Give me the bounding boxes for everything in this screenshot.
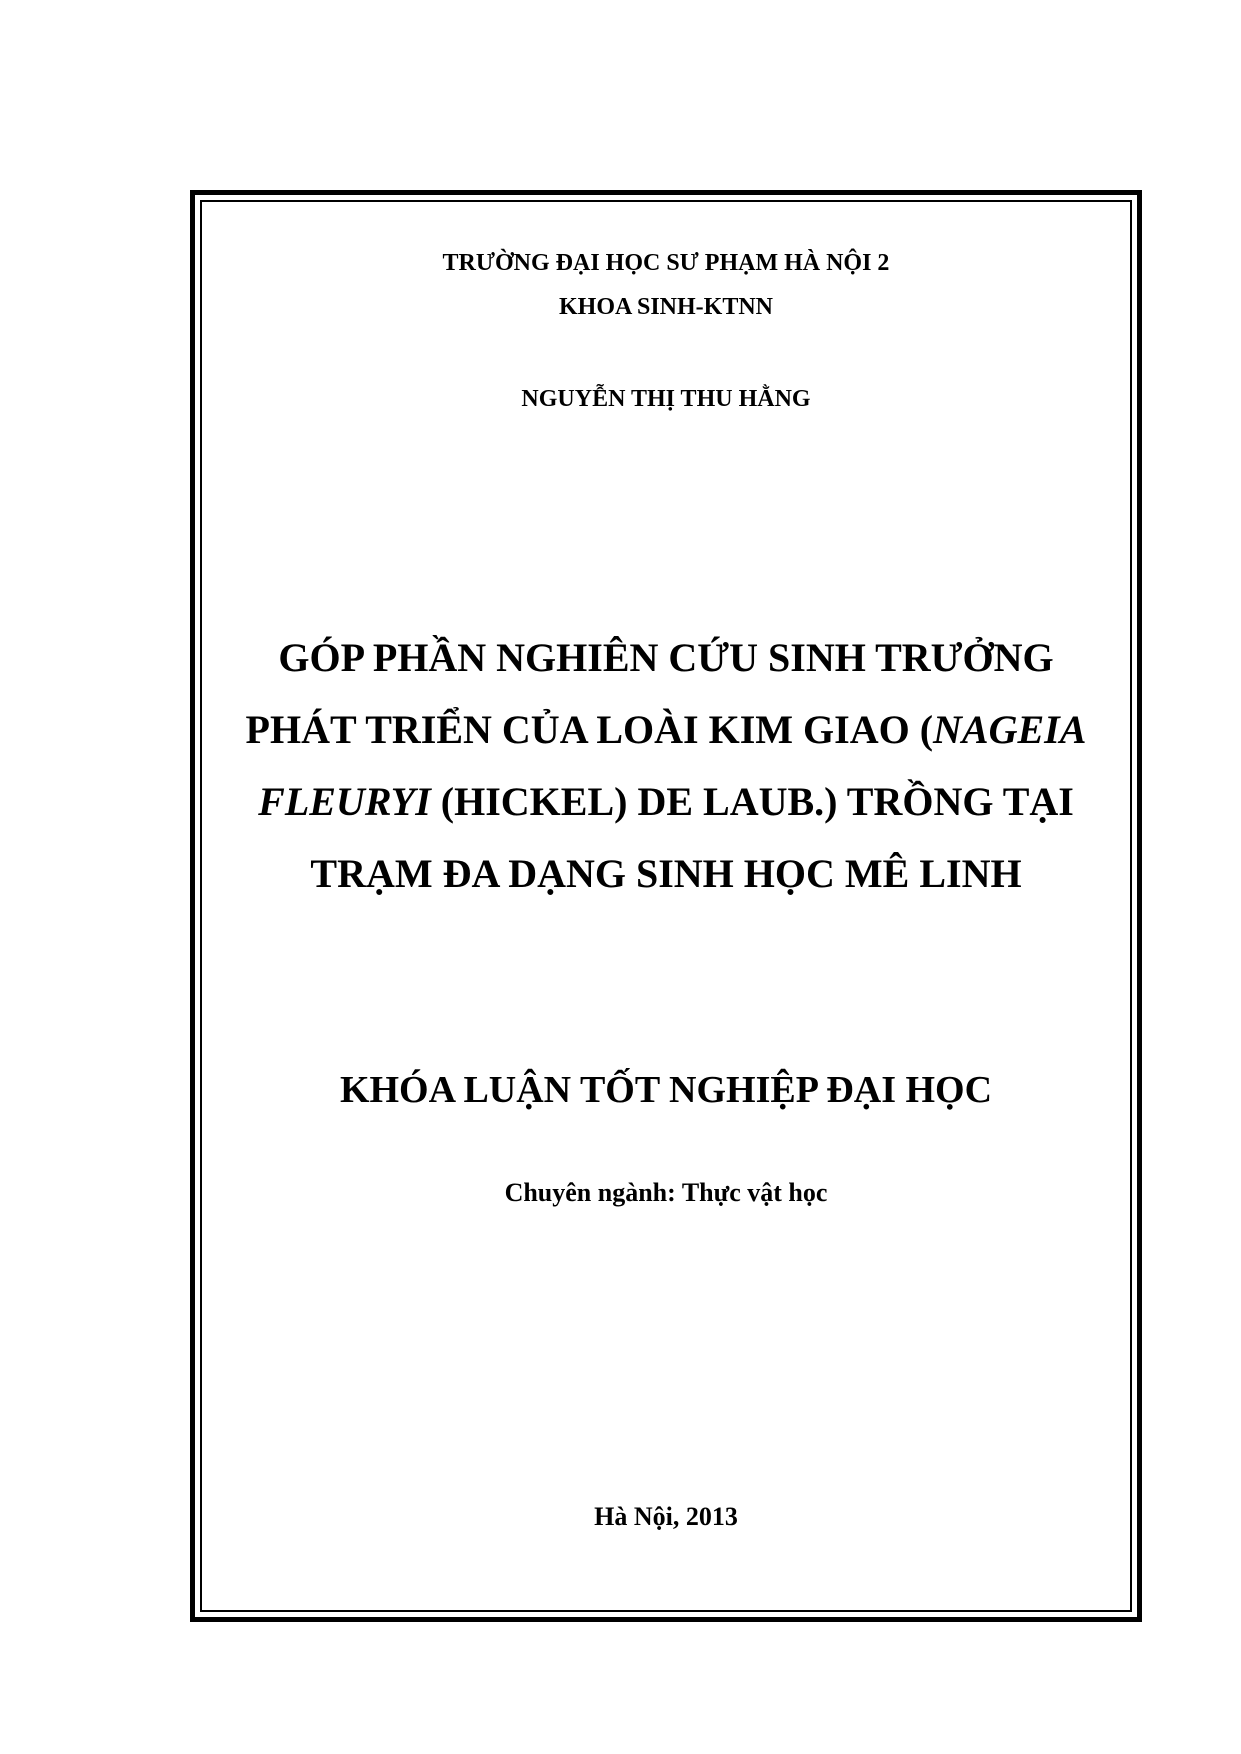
faculty-name: KHOA SINH-KTNN: [558, 294, 774, 320]
thesis-type: KHÓA LUẬN TỐT NGHIỆP ĐẠI HỌC: [339, 1069, 993, 1111]
title-line-3-text: (HICKEL) DE LAUB.) TRỒNG TẠI: [430, 779, 1074, 824]
title-line-3-italic: FLEURYI: [258, 779, 431, 824]
title-line-1: GÓP PHẦN NGHIÊN CỨU SINH TRƯỞNG: [278, 635, 1054, 680]
title-line-2-text: PHÁT TRIỂN CỦA LOÀI KIM GIAO (: [245, 707, 934, 752]
title-line-3: [200, 778, 1132, 825]
place-date: Hà Nội, 2013: [594, 1502, 738, 1531]
university-name: TRƯỜNG ĐẠI HỌC SƯ PHẠM HÀ NỘI 2: [442, 250, 890, 276]
title-line-2: [200, 706, 1132, 753]
title-line-2-italic: NAGEIA: [933, 707, 1087, 752]
title-line-4: TRẠM ĐA DẠNG SINH HỌC MÊ LINH: [310, 851, 1022, 896]
major-field: Chuyên ngành: Thực vật học: [504, 1178, 828, 1207]
author-name: NGUYỄN THỊ THU HẰNG: [521, 386, 811, 412]
